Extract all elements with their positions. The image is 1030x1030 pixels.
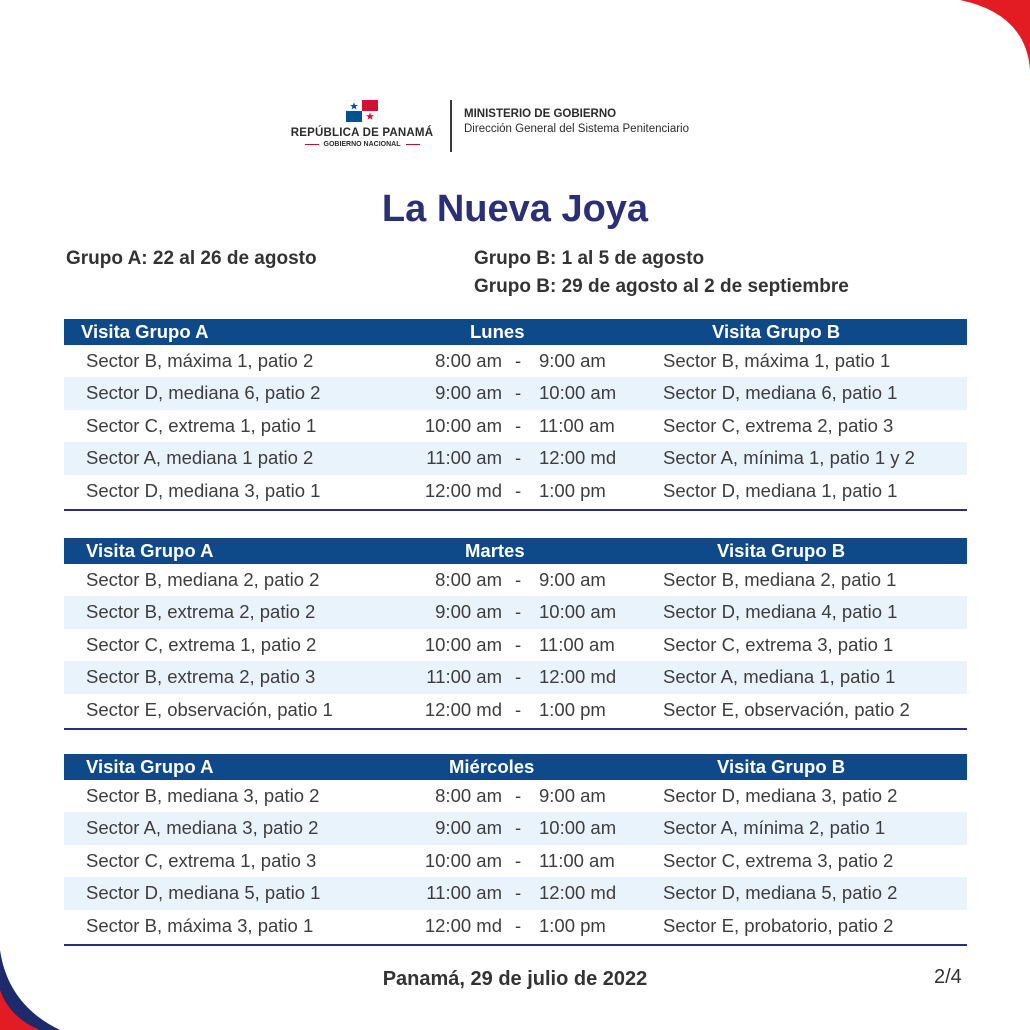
- time-separator: -: [515, 569, 522, 590]
- header-day: Lunes: [470, 321, 525, 342]
- ministry-department: Dirección General del Sistema Penitenciario: [464, 123, 689, 135]
- time-separator: -: [515, 817, 522, 839]
- group-b-location: Sector A, mediana 1, patio 1: [663, 666, 896, 688]
- table-bottom-rule: [64, 944, 967, 946]
- header-visita-grupo-a: Visita Grupo A: [86, 756, 214, 777]
- group-a-location: Sector B, máxima 1, patio 2: [86, 350, 314, 371]
- table-row: [64, 629, 967, 661]
- table-row: [64, 661, 967, 693]
- government-logo: [282, 98, 442, 148]
- table-row: [64, 475, 967, 507]
- group-a-location: Sector C, extrema 1, patio 2: [86, 633, 317, 655]
- start-time: 9:00 am: [435, 382, 502, 404]
- time-separator: -: [515, 479, 522, 501]
- table-row: [64, 345, 967, 377]
- group-a-location: Sector D, mediana 5, patio 1: [86, 882, 321, 904]
- table-row: [64, 410, 967, 442]
- group-b-location: Sector D, mediana 6, patio 1: [663, 382, 898, 404]
- header-visita-grupo-b: Visita Grupo B: [712, 321, 841, 342]
- group-a-location: Sector B, mediana 3, patio 2: [86, 785, 320, 806]
- time-separator: -: [515, 633, 522, 655]
- table-row: [64, 596, 967, 628]
- time-separator: -: [515, 447, 522, 469]
- group-b-location: Sector C, extrema 3, patio 1: [663, 633, 894, 655]
- time-separator: -: [515, 414, 522, 436]
- schedule-table-miercoles: [64, 754, 967, 942]
- group-b-location: Sector D, mediana 1, patio 1: [663, 479, 898, 501]
- country-subtitle: [282, 141, 442, 148]
- start-time: 9:00 am: [435, 601, 502, 623]
- table-header: [64, 319, 967, 345]
- time-separator: -: [515, 382, 522, 404]
- time-separator: -: [515, 601, 522, 623]
- group-b-location: Sector B, máxima 1, patio 1: [663, 350, 891, 371]
- red-dash-right: [406, 144, 420, 145]
- start-time: 9:00 am: [435, 817, 502, 839]
- group-a-location: Sector D, mediana 3, patio 1: [86, 479, 321, 501]
- start-time: 10:00 am: [424, 414, 502, 436]
- table-row: [64, 845, 967, 877]
- group-b-location: Sector D, mediana 4, patio 1: [663, 601, 898, 623]
- header-visita-grupo-b: Visita Grupo B: [717, 756, 846, 777]
- group-b-location: Sector A, mínima 2, patio 1: [663, 817, 886, 839]
- table-row: [64, 377, 967, 409]
- start-time: 11:00 am: [426, 882, 502, 904]
- start-time: 8:00 am: [435, 785, 502, 806]
- country-name: REPÚBLICA DE PANAMÁ: [290, 127, 434, 139]
- group-a-location: Sector B, extrema 2, patio 3: [86, 666, 316, 688]
- ministry-block: [464, 108, 689, 135]
- group-b-location: Sector D, mediana 5, patio 2: [663, 882, 898, 904]
- end-time: 1:00 pm: [539, 698, 606, 720]
- group-b-location: Sector A, mínima 1, patio 1 y 2: [663, 447, 915, 469]
- end-time: 11:00 am: [539, 849, 615, 871]
- header-divider: [450, 100, 452, 152]
- end-time: 12:00 md: [539, 666, 617, 688]
- group-b-location: Sector C, extrema 2, patio 3: [663, 414, 894, 436]
- start-time: 10:00 am: [424, 633, 502, 655]
- end-time: 1:00 pm: [539, 479, 606, 501]
- schedule-table-lunes: [64, 319, 967, 507]
- time-separator: -: [515, 849, 522, 871]
- header-visita-grupo-b: Visita Grupo B: [717, 540, 846, 561]
- end-time: 12:00 md: [539, 882, 617, 904]
- group-a-dates: Grupo A: 22 al 26 de agosto: [66, 248, 317, 269]
- start-time: 12:00 md: [424, 914, 502, 936]
- page-number: 2/4: [934, 966, 962, 988]
- group-a-location: Sector B, extrema 2, patio 2: [86, 601, 316, 623]
- start-time: 8:00 am: [435, 569, 502, 590]
- group-b-location: Sector C, extrema 3, patio 2: [663, 849, 894, 871]
- table-row: [64, 442, 967, 474]
- ministry-name: MINISTERIO DE GOBIERNO: [464, 108, 617, 120]
- group-b-dates-1: Grupo B: 1 al 5 de agosto: [474, 248, 705, 269]
- group-b-location: Sector E, observación, patio 2: [663, 698, 910, 720]
- group-a-location: Sector B, máxima 3, patio 1: [86, 914, 314, 936]
- table-bottom-rule: [64, 509, 967, 511]
- footer-date: Panamá, 29 de julio de 2022: [382, 968, 648, 990]
- end-time: 11:00 am: [539, 414, 615, 436]
- start-time: 10:00 am: [424, 849, 502, 871]
- end-time: 1:00 pm: [539, 914, 606, 936]
- group-a-location: Sector E, observación, patio 1: [86, 698, 333, 720]
- group-a-location: Sector A, mediana 1 patio 2: [86, 447, 314, 469]
- group-a-location: Sector C, extrema 1, patio 1: [86, 414, 317, 436]
- header-day: Martes: [465, 540, 525, 561]
- group-b-location: Sector E, probatorio, patio 2: [663, 914, 894, 936]
- start-time: 12:00 md: [424, 698, 502, 720]
- page-title: La Nueva Joya: [381, 188, 649, 230]
- end-time: 10:00 am: [539, 382, 617, 404]
- table-header: [64, 754, 967, 780]
- start-time: 12:00 md: [424, 479, 502, 501]
- group-a-location: Sector B, mediana 2, patio 2: [86, 569, 320, 590]
- table-row: [64, 694, 967, 726]
- group-a-location: Sector A, mediana 3, patio 2: [86, 817, 319, 839]
- header: [0, 98, 1030, 158]
- group-a-location: Sector D, mediana 6, patio 2: [86, 382, 321, 404]
- group-b-dates-2: Grupo B: 29 de agosto al 2 de septiembre: [474, 276, 849, 297]
- table-row: [64, 780, 967, 812]
- group-b-location: Sector D, mediana 3, patio 2: [663, 785, 898, 806]
- header-visita-grupo-a: Visita Grupo A: [86, 540, 214, 561]
- table-row: [64, 812, 967, 844]
- group-a-location: Sector C, extrema 1, patio 3: [86, 849, 317, 871]
- country-subtitle-text: GOBIERNO NACIONAL: [323, 141, 401, 148]
- end-time: 9:00 am: [539, 350, 606, 371]
- start-time: 11:00 am: [426, 666, 502, 688]
- time-separator: -: [515, 350, 522, 371]
- table-header: [64, 538, 967, 564]
- start-time: 8:00 am: [435, 350, 502, 371]
- end-time: 10:00 am: [539, 601, 617, 623]
- table-bottom-rule: [64, 728, 967, 730]
- table-row: [64, 564, 967, 596]
- time-separator: -: [515, 785, 522, 806]
- header-visita-grupo-a: Visita Grupo A: [81, 321, 209, 342]
- time-separator: -: [515, 914, 522, 936]
- table-row: [64, 877, 967, 909]
- start-time: 11:00 am: [426, 447, 502, 469]
- end-time: 9:00 am: [539, 785, 606, 806]
- end-time: 12:00 md: [539, 447, 617, 469]
- end-time: 10:00 am: [539, 817, 617, 839]
- schedule-table-martes: [64, 538, 967, 726]
- time-separator: -: [515, 882, 522, 904]
- header-day: Miércoles: [449, 756, 535, 777]
- red-dash-left: [305, 144, 319, 145]
- group-b-location: Sector B, mediana 2, patio 1: [663, 569, 897, 590]
- panama-flag-icon: [346, 100, 378, 122]
- time-separator: -: [515, 666, 522, 688]
- end-time: 11:00 am: [539, 633, 615, 655]
- corner-decoration-top-right: [960, 0, 1030, 70]
- end-time: 9:00 am: [539, 569, 606, 590]
- table-row: [64, 910, 967, 942]
- time-separator: -: [515, 698, 522, 720]
